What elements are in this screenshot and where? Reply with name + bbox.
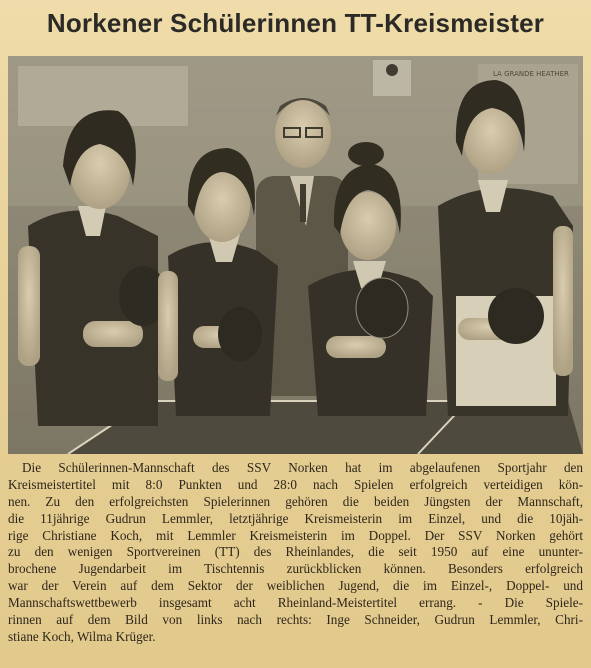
caption-line: nen. Zu den erfolgreichsten Spielerinnen gehören die beiden Jüngsten der Mannschaft, <box>8 493 583 509</box>
caption-text <box>8 460 583 665</box>
caption-line: die 11jährige Gudrun Lemmler, letztjährige Kreismeisterin im Einzel, und die 10jäh- <box>8 510 583 526</box>
caption-line: Die Schülerinnen-Mannschaft des SSV Norken hat im abgelaufenen Sportjahr den <box>22 460 583 475</box>
caption-line: rinnen auf dem Bild von links nach rechts: Inge Schneider, Gudrun Lemmler, Chri- <box>8 612 583 628</box>
wall-sign-text: LA GRANDE HEATHER <box>493 70 569 78</box>
team-photo <box>8 56 583 454</box>
caption-line: zu den wenigen Sportvereinen (TT) des Rheinlandes, die seit 1950 auf eine ununter- <box>8 544 583 560</box>
caption-line: brochene Jugendarbeit im Tischtennis zurückblicken können. Besonders erfolgreich <box>8 561 583 577</box>
caption-line: Mannschaftswettbewerb insgesamt acht Rheinland-Meistertitel errang. - Die Spiele- <box>8 595 583 611</box>
caption-line: Kreismeistertitel mit 8:0 Punkten und 28:0 nach Spielen erfolgreich verteidigen kön- <box>8 476 583 492</box>
caption-line: stiane Koch, Wilma Krüger. <box>8 628 156 644</box>
headline: Norkener Schülerinnen TT-Kreismeister <box>46 8 545 38</box>
photo-illustration <box>8 56 583 454</box>
caption-line: war der Verein auf dem Sektor der weiblichen Jugend, die im Einzel-, Doppel- und <box>8 578 583 594</box>
caption-line: rige Christiane Koch, mit Lemmler Kreismeisterin im Doppel. Der SSV Norken gehört <box>8 527 583 543</box>
